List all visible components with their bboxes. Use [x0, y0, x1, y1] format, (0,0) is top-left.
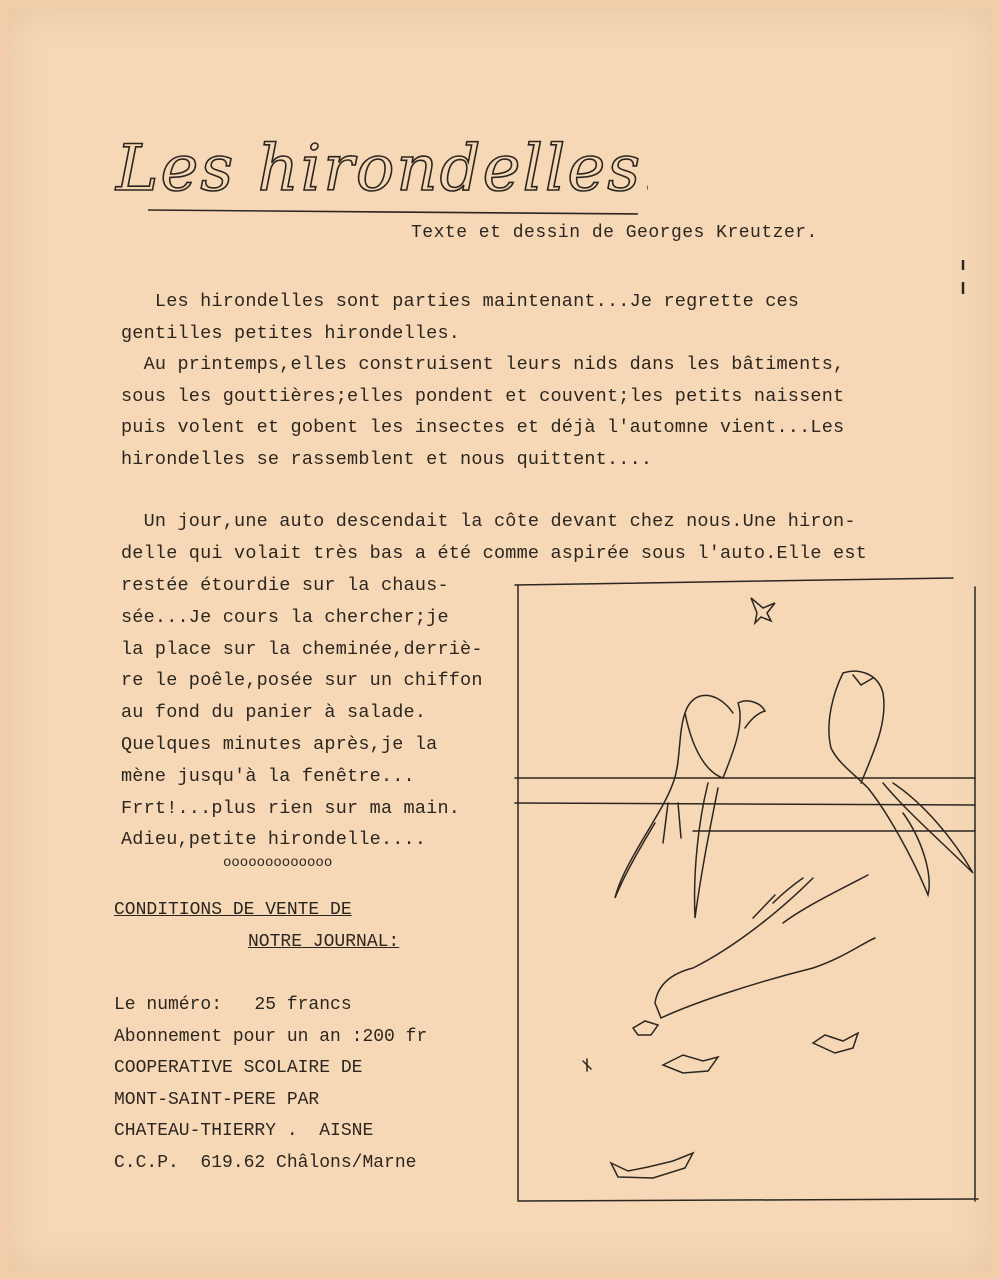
- small-bird-sketch: [751, 598, 775, 623]
- condition-line: Le numéro: 25 francs: [114, 995, 352, 1015]
- diving-bird-sketch: [633, 875, 875, 1035]
- condition-line: Abonnement pour un an :200 fr: [114, 1026, 428, 1047]
- frame-border: [515, 578, 978, 1201]
- paragraph-1: [121, 286, 951, 475]
- text-line: Les hirondelles sont parties maintenant...Je regrette ces: [121, 291, 800, 312]
- text-line: Adieu,petite hirondelle....: [121, 829, 427, 851]
- title-text: Les hirondelles.: [116, 132, 648, 206]
- bird-left-sketch: [615, 695, 765, 918]
- title-script: [108, 118, 648, 218]
- condition-line: CHATEAU-THIERRY . AISNE: [114, 1121, 374, 1142]
- handwritten-title: [108, 118, 648, 218]
- swallows-drawing: [513, 573, 983, 1208]
- conditions-heading: [114, 894, 399, 958]
- text-line: au fond du panier à salade.: [121, 702, 427, 724]
- text-line: Au printemps,elles construisent leurs nids dans les bâtiments,: [121, 354, 845, 375]
- text-line: Un jour,une auto descendait la côte devant chez nous.Une hiron-: [121, 511, 856, 532]
- illustration-svg: [513, 573, 983, 1208]
- margin-marks: [960, 258, 966, 298]
- condition-line: C.C.P. 619.62 Châlons/Marne: [114, 1152, 417, 1173]
- heading-line: CONDITIONS DE VENTE DE: [114, 900, 352, 920]
- bird-right-sketch: [829, 671, 973, 895]
- text-line: delle qui volait très bas a été comme aspirée sous l'auto.Elle est: [121, 542, 867, 564]
- text-line: Quelques minutes après,je la: [121, 733, 438, 755]
- text-line: restée étourdie sur la chaus-: [121, 575, 449, 596]
- text-line: hirondelles se rassemblent et nous quittent....: [121, 448, 653, 470]
- insect-sketches: [583, 1033, 858, 1178]
- story-column: [121, 570, 521, 856]
- condition-line: MONT-SAINT-PERE PAR: [114, 1089, 320, 1110]
- text-line: sous les gouttières;elles pondent et couvent;les petits naissent: [121, 385, 845, 407]
- heading-line: NOTRE JOURNAL:: [248, 932, 400, 952]
- paragraph-2: [121, 506, 951, 569]
- wire-lines: [515, 778, 975, 831]
- text-line: sée...Je cours la chercher;je: [121, 606, 449, 628]
- text-line: re le poêle,posée sur un chiffon: [121, 670, 483, 692]
- condition-line: COOPERATIVE SCOLAIRE DE: [114, 1058, 363, 1079]
- document-page: [8, 8, 992, 1271]
- text-line: Frrt!...plus rien sur ma main.: [121, 797, 461, 819]
- text-line: gentilles petites hirondelles.: [121, 322, 461, 344]
- text-line: mène jusqu'à la fenêtre...: [121, 765, 415, 787]
- text-line: la place sur la cheminée,derriè-: [121, 638, 483, 660]
- separator: ooooooooooooo: [223, 855, 333, 871]
- byline: Texte et dessin de Georges Kreutzer.: [411, 223, 818, 243]
- conditions-block: [114, 990, 427, 1180]
- text-line: puis volent et gobent les insectes et déjà l'automne vient...Les: [121, 417, 845, 438]
